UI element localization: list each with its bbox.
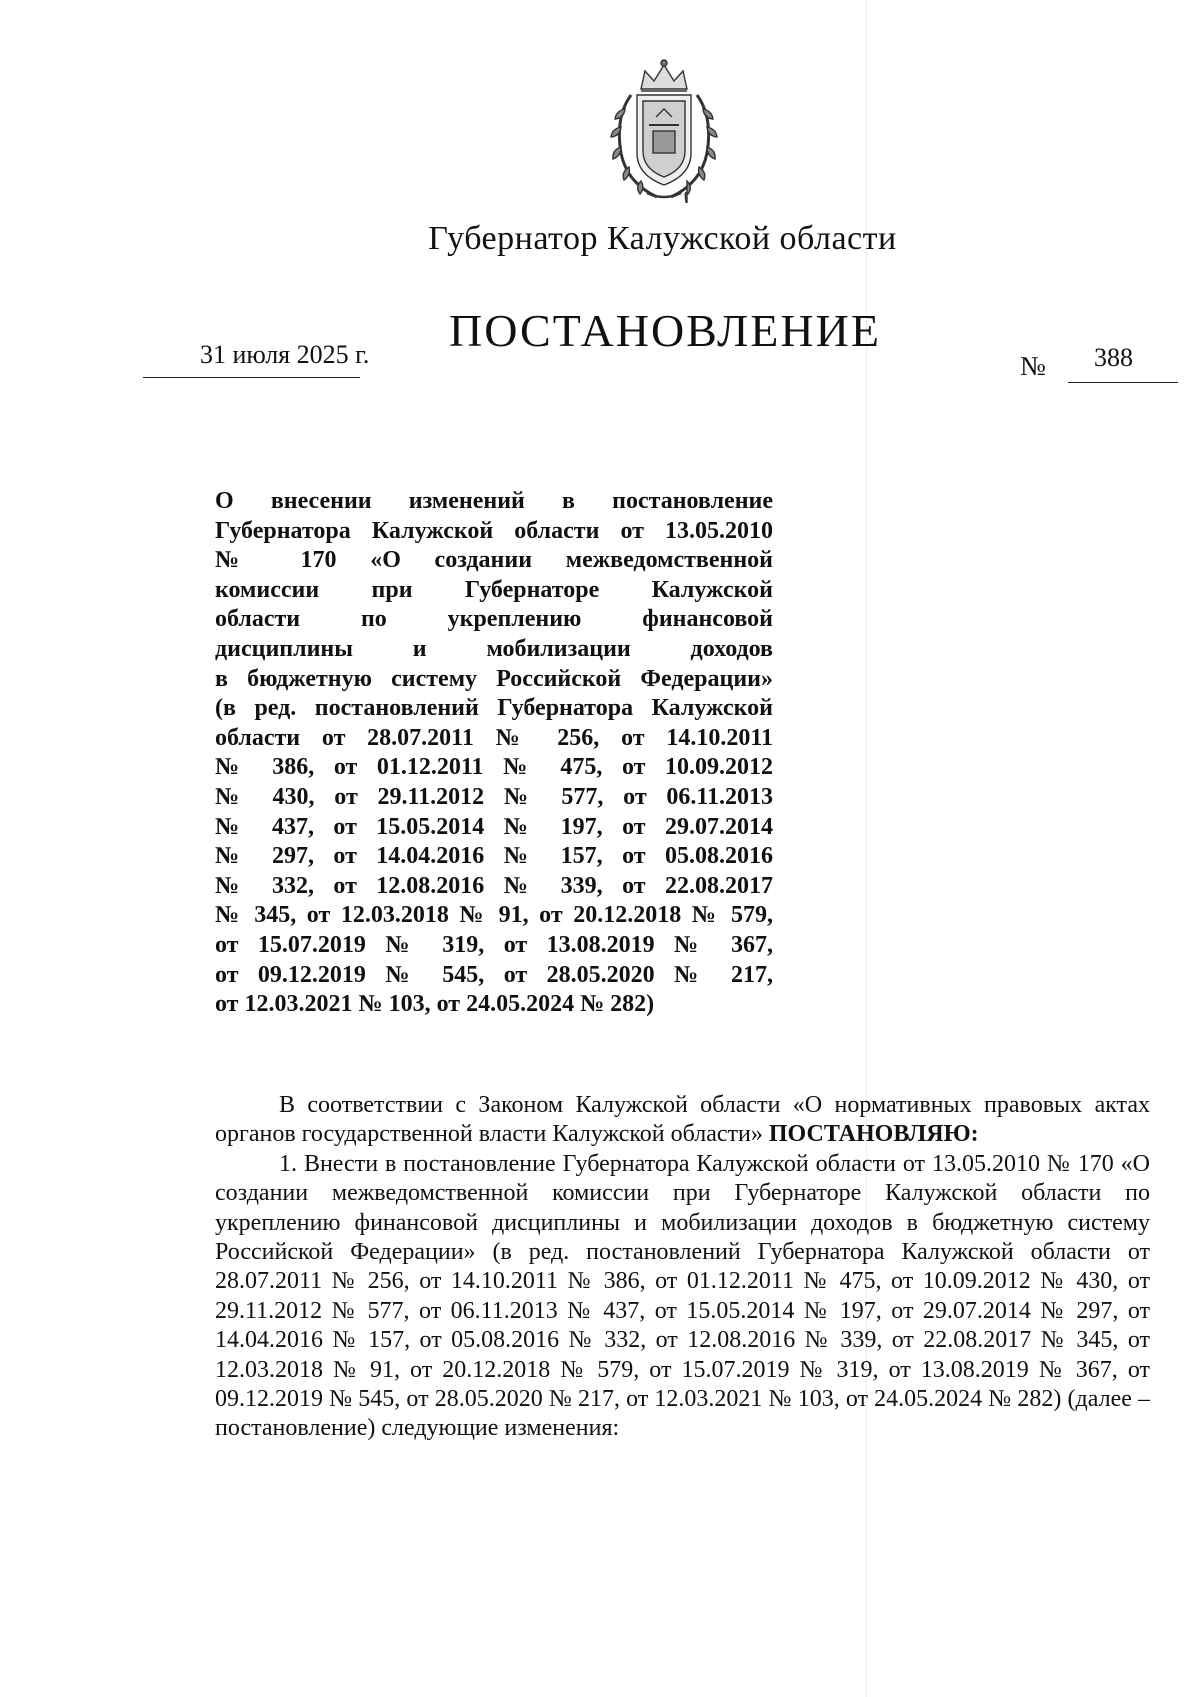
title-line: области от 28.07.2011 № 256, от 14.10.2011	[215, 724, 773, 751]
date-underline	[143, 377, 360, 378]
resolve-word: ПОСТАНОВЛЯЮ:	[768, 1121, 979, 1148]
item-1-paragraph: 1. Внести в постановление Губернатора Калужской области от 13.05.2010 № 170 «О создании межведомственной комиссии при Губернаторе Калужской области по укреплению финансовой дисциплины и мобилизации доходов в бюджетную систему Российской Федерации» (в ред. постановлений Губернатора Калужской области от 28.07.2011 № 256, от 14.10.2011 № 386, от 01.12.2011 № 475, от 10.09.2012 № 430, от 29.11.2012 № 577, от 06.11.2013 № 437, от 15.05.2014 № 197, от 29.07.2014 № 297, от 14.04.2016 № 157, от 05.08.2016 № 332, от 12.08.2016 № 339, от 22.08.2017 № 345, от 12.03.2018 № 91, от 20.12.2018 № 579, от 15.07.2019 № 319, от 13.08.2019 № 367, от 09.12.2019 № 545, от 28.05.2020 № 217, от 12.03.2021 № 103, от 24.05.2024 № 282) (далее – постановление) следующие изменения:	[215, 1150, 1150, 1442]
title-line: № 345, от 12.03.2018 № 91, от 20.12.2018 № 579,	[215, 902, 773, 929]
document-type-heading: ПОСТАНОВЛЕНИЕ	[449, 305, 881, 356]
document-title	[215, 487, 773, 1020]
document-number: 388	[1094, 343, 1133, 372]
title-line: (в ред. постановлений Губернатора Калужской	[215, 695, 773, 722]
title-line: Губернатора Калужской области от 13.05.2010	[215, 517, 773, 544]
title-line: дисциплины и мобилизации доходов	[215, 635, 773, 662]
document-date: 31 июля 2025 г.	[200, 340, 370, 369]
title-line: № 386, от 01.12.2011 № 475, от 10.09.2012	[215, 754, 773, 781]
title-line: № 437, от 15.05.2014 № 197, от 29.07.2014	[215, 813, 773, 840]
title-line: от 12.03.2021 № 103, от 24.05.2024 № 282)	[215, 991, 655, 1018]
preamble-paragraph	[215, 1091, 1150, 1150]
title-line: области по укреплению финансовой	[215, 606, 773, 633]
title-line: от 15.07.2019 № 319, от 13.08.2019 № 367,	[215, 931, 773, 958]
title-line: № 430, от 29.11.2012 № 577, от 06.11.2013	[215, 783, 773, 810]
number-underline	[1068, 382, 1178, 383]
preamble-text: В соответствии с Законом Калужской области «О нормативных правовых актах органов государственной власти Калужской области»	[215, 1092, 1150, 1148]
document-body	[215, 1091, 1150, 1444]
title-line: № 170 «О создании межведомственной	[215, 547, 773, 574]
title-line: комиссии при Губернаторе Калужской	[215, 576, 773, 603]
title-line: О внесении изменений в постановление	[215, 488, 773, 514]
title-line: № 297, от 14.04.2016 № 157, от 05.08.2016	[215, 843, 773, 870]
coat-of-arms-icon	[601, 55, 727, 203]
title-line: от 09.12.2019 № 545, от 28.05.2020 № 217,	[215, 961, 773, 988]
issuing-authority: Губернатор Калужской области	[428, 220, 897, 257]
title-line: в бюджетную систему Российской Федерации»	[215, 665, 773, 692]
number-sign: №	[1020, 351, 1046, 381]
title-line: № 332, от 12.08.2016 № 339, от 22.08.2017	[215, 872, 773, 899]
